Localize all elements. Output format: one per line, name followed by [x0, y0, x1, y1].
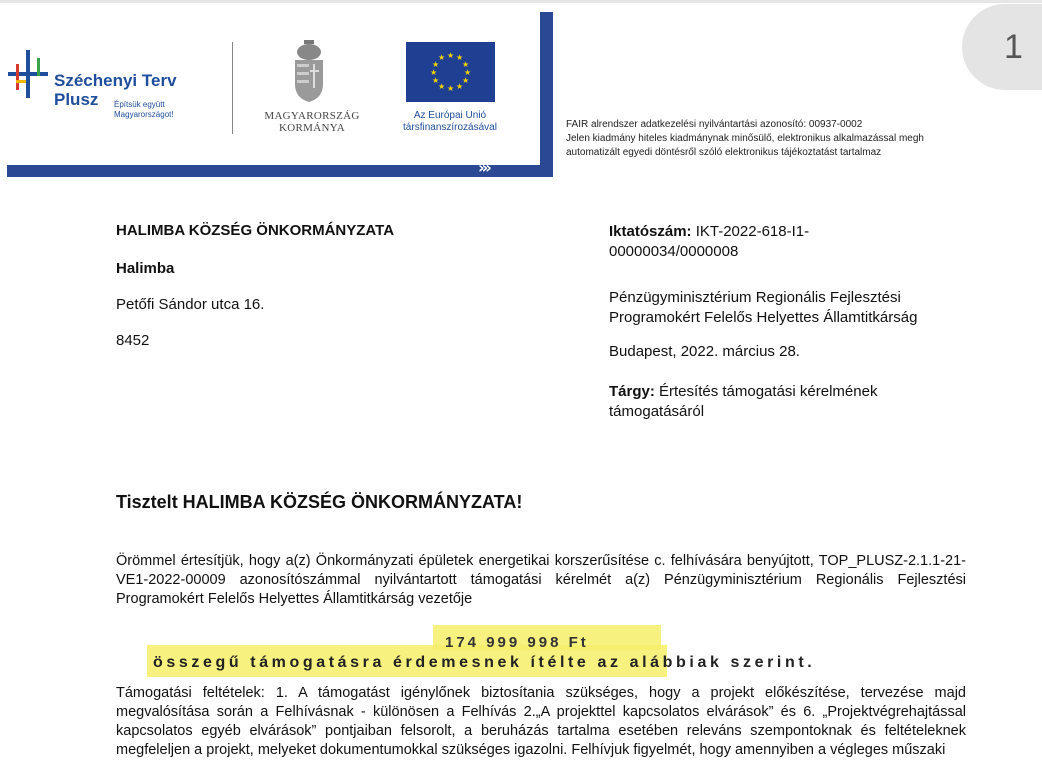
fair-line-1: FAIR alrendszer adatkezelési nyilvántartási azonosító: 00937-0002 [566, 119, 863, 130]
svg-text:★: ★ [432, 76, 440, 85]
header-band [7, 165, 553, 177]
sender [609, 288, 917, 328]
szechenyi-slogan: Építsük együtt Magyarországot! [114, 100, 174, 119]
eu-line-1: Az Európai Unió [413, 110, 487, 121]
svg-text:★: ★ [438, 82, 446, 91]
eu-flag-icon [406, 42, 495, 102]
government-line-1: MAGYARORSZÁG [264, 110, 360, 122]
szechenyi-plus: Plusz [54, 90, 99, 109]
award-statement: összegű támogatásra érdemesnek ítélte az alábbiak szerint. [153, 654, 816, 671]
szechenyi-name: Széchenyi Terv [54, 71, 177, 90]
eu-line-2: társfinanszírozásával [403, 122, 497, 133]
subject-line-1: Értesítés támogatási kérelmének [659, 383, 878, 400]
salutation: Tisztelt HALIMBA KÖZSÉG ÖNKORMÁNYZATA! [116, 492, 523, 512]
svg-text:★: ★ [430, 68, 438, 77]
reference-value-2: 00000034/0000008 [609, 243, 739, 260]
government-line-2: KORMÁNYA [279, 122, 345, 134]
svg-text:★: ★ [456, 82, 464, 91]
svg-text:★: ★ [438, 53, 446, 62]
recipient-name: HALIMBA KÖZSÉG ÖNKORMÁNYZATA [116, 222, 395, 239]
coat-of-arms-icon [291, 40, 327, 102]
header-vertical-bar [540, 12, 553, 177]
recipient-city: Halimba [116, 260, 175, 277]
page-number-badge [962, 4, 1042, 90]
fair-notice [566, 118, 1042, 160]
subject [609, 382, 877, 422]
chevron-down-icon: ⌄ [539, 103, 553, 120]
sender-line-2: Programokért Felelős Helyettes Államtitkárság [609, 309, 918, 326]
sender-line-1: Pénzügyminisztérium Regionális Fejlesztési [609, 289, 901, 306]
recipient-street: Petőfi Sándor utca 16. [116, 296, 265, 313]
chevron-right-icon: ››› [478, 158, 489, 177]
szechenyi-logo-icon [8, 50, 48, 98]
reference-label: Iktatószám: [609, 223, 692, 240]
conditions-paragraph: Támogatási feltételek: 1. A támogatást igénylőnek biztosítania szükséges, hogy a projekt előkészítése, tervezése majd megvalósítása során a Felhívásnak - különösen a Felhívás 2.„A projekttel kapcsolatos elvárások” és 6. „Projektvégrehajtással kapcsolatos egyéb elvárások” pontjaiban felsorolt, a beruházás tartalma esetében releváns szempontoknak és feltételeknek megfeleljen a projekt, melyeket dokumentumokkal szükséges igazolni. Felhívjuk figyelmét, hogy amennyiben a végleges műszaki [116, 685, 966, 758]
fair-line-2: Jelen kiadmány hiteles kiadmánynak minősülő, elektronikus alkalmazással megh [566, 133, 924, 144]
fair-line-3: automatizált egyedi döntésről szóló elektronikus tájékoztatást tartalmaz [566, 147, 882, 158]
svg-text:★: ★ [432, 60, 440, 69]
chevron-down-icon: ⌄ [539, 131, 553, 148]
intro-paragraph: Örömmel értesítjük, hogy a(z) Önkormányzati épületek energetikai korszerűsítése c. felhívására benyújtott, TOP_PLUSZ-2.1.1-21-VE1-2022-00009 azonosítószámmal nyilvántartott támogatási kérelmét a(z) Pénzügyminisztérium Regionális Fejlesztési Programokért Felelős Helyettes Államtitkárság vezetője [116, 553, 966, 607]
subject-label: Tárgy: [609, 383, 655, 400]
svg-text:★: ★ [462, 60, 470, 69]
recipient-zip: 8452 [116, 332, 150, 349]
grant-amount: 174 999 998 Ft [445, 634, 589, 651]
subject-line-2: támogatásáról [609, 403, 705, 420]
top-edge [0, 0, 1042, 3]
svg-text:★: ★ [447, 51, 455, 60]
logo-divider [232, 42, 233, 134]
svg-text:★: ★ [464, 68, 472, 77]
reference-number [609, 222, 809, 262]
svg-text:★: ★ [462, 76, 470, 85]
svg-text:★: ★ [447, 84, 455, 93]
government-name [258, 110, 366, 134]
chevron-down-icon: ⌄ [539, 117, 553, 134]
page-number: 1 [1004, 28, 1023, 66]
place-date: Budapest, 2022. március 28. [609, 343, 800, 360]
svg-text:★: ★ [456, 53, 464, 62]
eu-cofinancing-text [392, 110, 508, 134]
reference-value-1: IKT-2022-618-I1- [695, 223, 810, 240]
